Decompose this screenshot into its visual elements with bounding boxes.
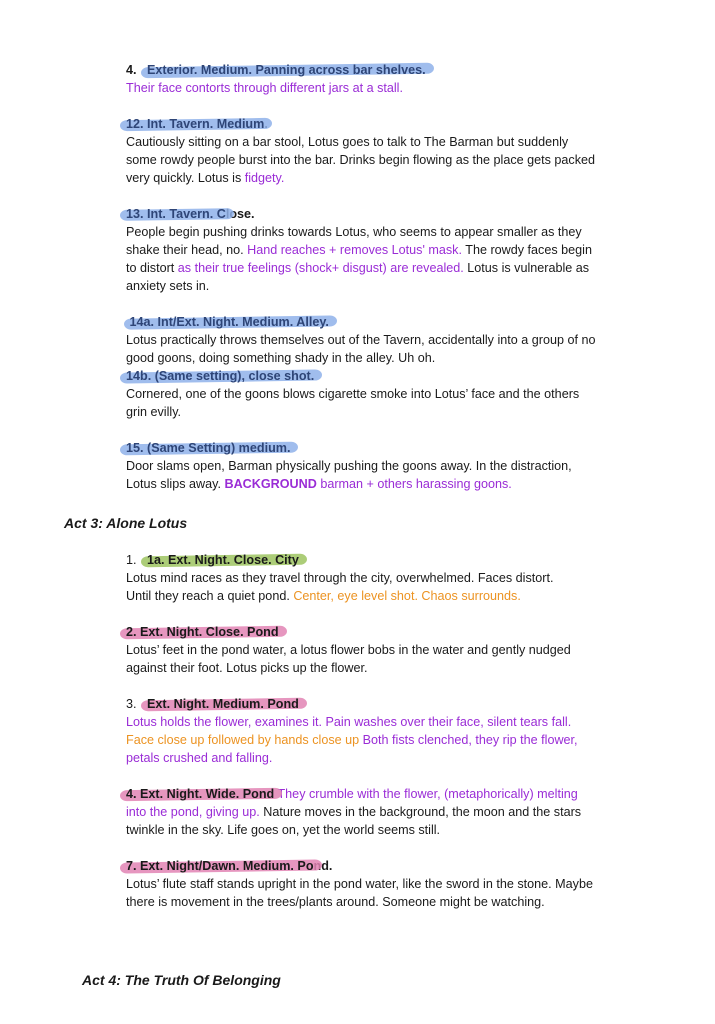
scene-note: Both fists clenched, they rip the flower,: [359, 733, 578, 747]
scene-heading-end: nd.: [313, 859, 333, 873]
scene-line-part: The rowdy faces begin: [461, 243, 592, 257]
scene-note: barman + others harassing goons.: [316, 477, 512, 491]
scene-number: 4.: [126, 63, 137, 77]
scene-line: anxiety sets in.: [126, 279, 210, 293]
scene-number: 3.: [126, 697, 137, 711]
scene-heading: 4. Ext. Night. Wide. Pond: [126, 787, 275, 801]
scene-line-part: Until they reach a quiet pond.: [126, 589, 294, 603]
scene-line-part: shake their head, no.: [126, 243, 248, 257]
scene-note: as their true feelings (shock+ disgust) are revealed.: [177, 261, 464, 275]
act3-scene-3: [126, 695, 646, 767]
scene-number: 1.: [126, 553, 137, 567]
camera-note: Center, eye level shot. Chaos surrounds.: [293, 589, 521, 603]
scene-line: petals crushed and falling.: [126, 751, 273, 765]
scene-line: Cautiously sitting on a bar stool, Lotus goes to talk to The Barman but suddenly: [126, 135, 569, 149]
scene-line: good goons, doing something shady in the alley. Uh oh.: [126, 351, 436, 365]
scene-heading: 2. Ext. Night. Close. Pond: [126, 625, 279, 639]
act3-scene-4: [126, 785, 646, 839]
scene-line: twinkle in the sky. Life goes on, yet the world seems still.: [126, 823, 441, 837]
scene-line: People begin pushing drinks towards Lotus, who seems to appear smaller as they: [126, 225, 582, 239]
act-3-title: Act 3: Alone Lotus: [64, 515, 188, 531]
scene-heading: 7. Ext. Night/Dawn. Medium. Po: [126, 859, 314, 873]
scene-15: [126, 439, 646, 493]
scene-heading: 14a. Int/Ext. Night. Medium. Alley.: [129, 315, 329, 329]
scene-4: [126, 61, 646, 97]
scene-heading: 14b. (Same setting), close shot.: [126, 369, 315, 383]
scene-heading: 13. Int. Tavern. C: [126, 207, 226, 221]
scene-line-part: Nature moves in the background, the moon and the stars: [259, 805, 582, 819]
scene-line-part: Lotus is vulnerable as: [463, 261, 590, 275]
scene-note: fidgety.: [244, 171, 285, 185]
scene-line: Lotus mind races as they travel through the city, overwhelmed. Faces distort.: [126, 571, 554, 585]
scene-heading: Ext. Night. Medium. Pond: [147, 697, 299, 711]
scene-line: grin evilly.: [126, 405, 182, 419]
scene-line-part: to distort: [126, 261, 178, 275]
scene-heading-end: .: [264, 117, 268, 131]
act-4-title: Act 4: The Truth Of Belonging: [82, 972, 281, 988]
act3-scene-2: [126, 623, 646, 677]
scene-14a: [126, 313, 646, 367]
scene-note-emphasis: BACKGROUND: [224, 477, 317, 491]
act3-scene-7: [126, 857, 646, 911]
scene-line: Lotus’ flute staff stands upright in the pond water, like the sword in the stone. Maybe: [126, 877, 593, 891]
scene-heading: Exterior. Medium. Panning across bar shelves.: [147, 63, 426, 77]
scene-line: against their foot. Lotus picks up the flower.: [126, 661, 368, 675]
scene-line: Lotus’ feet in the pond water, a lotus flower bobs in the water and gently nudged: [126, 643, 571, 657]
scene-heading: 15. (Same Setting) medium.: [126, 441, 291, 455]
scene-line: Their face contorts through different jars at a stall.: [126, 81, 403, 95]
scene-heading-end: lose.: [225, 207, 255, 221]
scene-note: Hand reaches + removes Lotus' mask.: [247, 243, 462, 257]
scene-line: Lotus holds the flower, examines it. Pain washes over their face, silent tears fall.: [126, 715, 572, 729]
scene-14b: [126, 367, 646, 421]
act3-scene-1: [126, 551, 646, 605]
scene-13: [126, 205, 646, 295]
scene-heading: 1a. Ext. Night. Close. City: [147, 553, 299, 567]
scene-line: Lotus practically throws themselves out of the Tavern, accidentally into a group of no: [126, 333, 596, 347]
scene-line: Door slams open, Barman physically pushing the goons away. In the distraction,: [126, 459, 572, 473]
scene-line: some rowdy people burst into the bar. Drinks begin flowing as the place gets packed: [126, 153, 596, 167]
camera-note: Face close up followed by hands close up: [126, 733, 360, 747]
scene-line: Cornered, one of the goons blows cigarette smoke into Lotus’ face and the others: [126, 387, 580, 401]
scene-note: They crumble with the flower, (metaphorically) melting: [274, 787, 578, 801]
scene-line-part: Lotus slips away.: [126, 477, 225, 491]
scene-line-part: very quickly. Lotus is: [126, 171, 245, 185]
scene-note: into the pond, giving up.: [126, 805, 260, 819]
scene-line: there is movement in the trees/plants around. Someone might be watching.: [126, 895, 545, 909]
scene-12: [126, 115, 646, 187]
scene-heading: 12. Int. Tavern. Medium: [126, 117, 265, 131]
